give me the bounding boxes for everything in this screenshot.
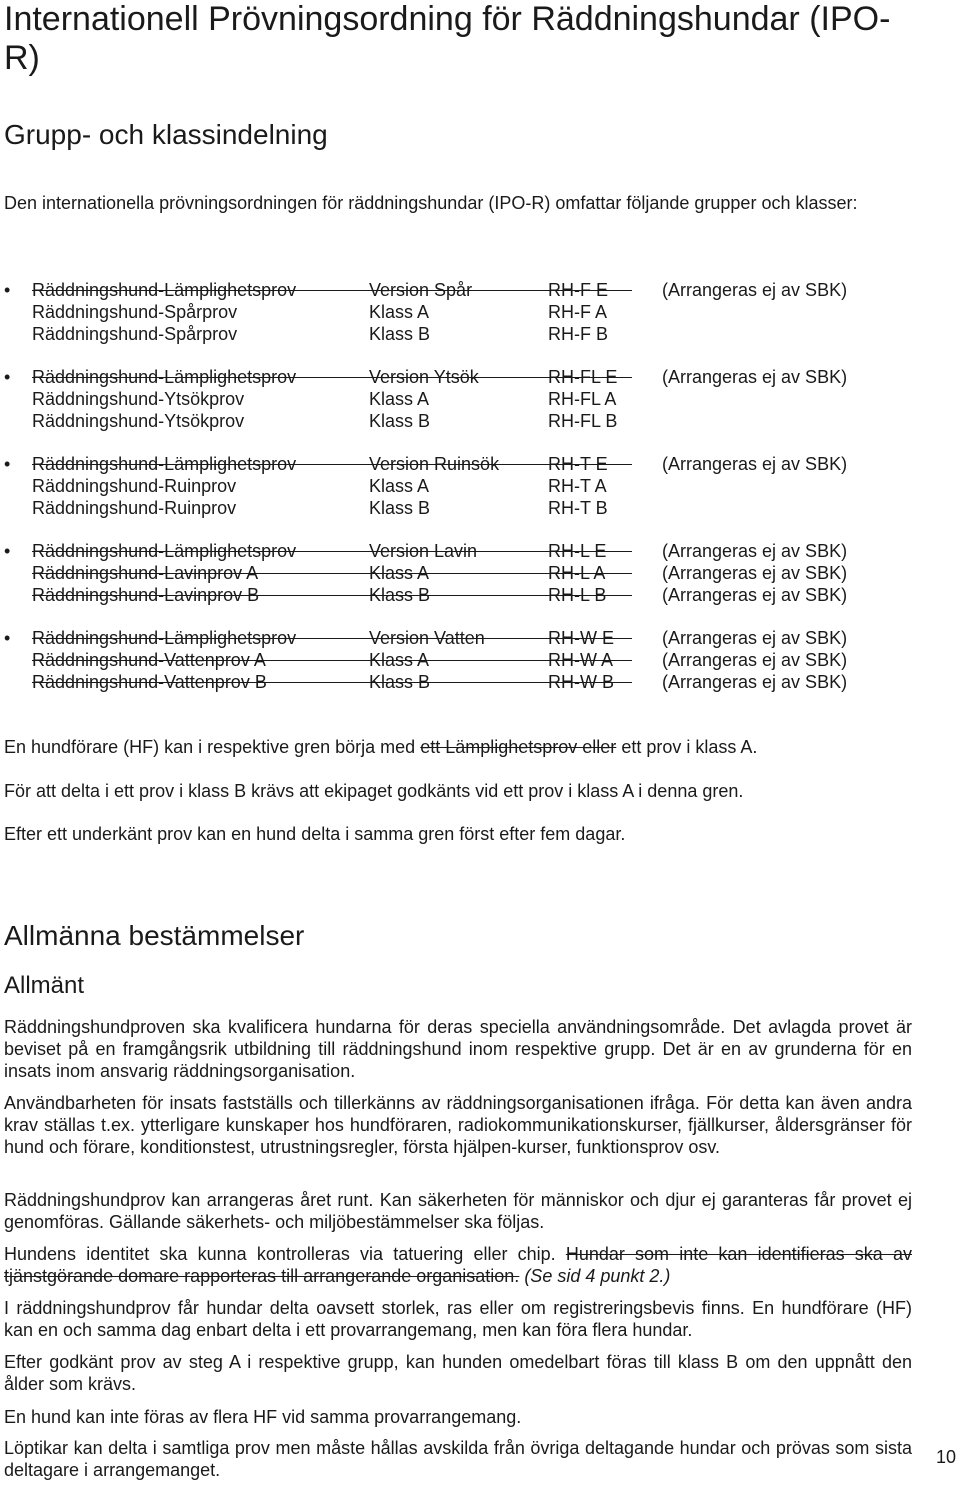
class-group — [0, 453, 960, 540]
class-code: RH-F A — [548, 302, 608, 322]
class-row — [0, 366, 960, 388]
class-row — [0, 279, 960, 301]
rule-start-text-end: ett prov i klass A. — [616, 737, 758, 757]
class-name: Räddningshund-Lavinprov A — [32, 563, 259, 583]
class-code: RH-T B — [548, 498, 608, 518]
class-name: Räddningshund-Ruinprov — [32, 476, 237, 496]
class-row — [0, 410, 960, 432]
class-code: RH-T A — [548, 476, 607, 496]
class-row — [0, 562, 960, 584]
rule-class-b: För att delta i ett prov i klass B krävs att ekipaget godkänts vid ett prov i klass A i denna gren. — [4, 781, 744, 801]
class-name: Räddningshund-Lämplighetsprov — [32, 280, 297, 300]
class-code: RH-L B — [548, 585, 607, 605]
paragraph-eligibility: I räddningshundprov får hundar delta oavsett storlek, ras eller om registreringsbevis finns. En hundförare (HF) kan en och samma dag enbart delta i ett provarrangemang, men kan föra flera hundar. — [4, 1298, 912, 1340]
bullet-icon: • — [4, 280, 11, 300]
strikethrough-line — [32, 595, 632, 596]
rule-start-struck-text: ett Lämplighetsprov eller — [420, 737, 617, 757]
bullet-icon: • — [4, 367, 11, 387]
class-name: Räddningshund-Ruinprov — [32, 498, 237, 518]
class-version: Klass A — [369, 389, 430, 409]
class-note: (Arrangeras ej av SBK) — [662, 672, 848, 692]
class-name: Räddningshund-Lämplighetsprov — [32, 541, 297, 561]
strikethrough-line — [32, 660, 632, 661]
rule-start-text: En hundförare (HF) kan i respektive gren börja med — [4, 737, 421, 757]
bullet-icon: • — [4, 541, 11, 561]
paragraph-usability: Användbarheten för insats fastställs och tillerkänns av räddningsorganisationen ifråga. För detta kan även andra krav ställas t.ex. ytterligare kunskaper hos hundföraren, radiokommunikationskurser, fjällkurser, åldersgränser för hund och förare, konditionstest, utrustningsregler, första hjälpen-kurser, funktionsprov osv. — [4, 1093, 912, 1157]
class-name: Räddningshund-Lämplighetsprov — [32, 454, 297, 474]
class-code: RH-FL B — [548, 411, 618, 431]
class-table — [0, 279, 960, 714]
class-row — [0, 584, 960, 606]
class-note: (Arrangeras ej av SBK) — [662, 541, 848, 561]
class-code: RH-FL E — [548, 367, 618, 387]
class-name: Räddningshund-Spårprov — [32, 324, 238, 344]
section-title-allmanna: Allmänna bestämmelser — [4, 920, 305, 951]
strikethrough-line — [32, 551, 632, 552]
paragraph-year-round: Räddningshundprov kan arrangeras året runt. Kan säkerheten för människor och djur ej garanteras får provet ej genomföras. Gällande säkerhets- och miljöbestämmelser ska följas. — [4, 1190, 912, 1232]
strikethrough-line — [32, 290, 632, 291]
class-version: Klass B — [369, 411, 431, 431]
strikethrough-line — [32, 682, 632, 683]
class-group — [0, 540, 960, 627]
strikethrough-line — [32, 638, 632, 639]
class-name: Räddningshund-Ytsökprov — [32, 411, 245, 431]
class-row — [0, 649, 960, 671]
paragraph-females-in-heat: Löptikar kan delta i samtliga prov men måste hållas avskilda från övriga deltagande hundar och prövas som sista deltagare i arrangemanget. — [4, 1438, 912, 1480]
section-title-grupp: Grupp- och klassindelning — [4, 119, 328, 150]
class-group — [0, 627, 960, 714]
rule-start-class — [4, 736, 924, 758]
class-version: Version Ytsök — [369, 367, 479, 387]
class-version: Version Ruinsök — [369, 454, 500, 474]
class-name: Räddningshund-Lämplighetsprov — [32, 367, 297, 387]
class-note: (Arrangeras ej av SBK) — [662, 454, 848, 474]
identity-struck-text: Hundar som inte kan identifieras ska av tjänstgörande domare rapporteras till arrangerande organisation. — [4, 1244, 912, 1286]
strikethrough-line — [32, 464, 632, 465]
class-row — [0, 323, 960, 345]
class-code: RH-T E — [548, 454, 608, 474]
class-version: Klass B — [369, 585, 431, 605]
class-row — [0, 475, 960, 497]
paragraph-one-handler: En hund kan inte föras av flera HF vid samma provarrangemang. — [4, 1407, 522, 1427]
rule-fail-wait: Efter ett underkänt prov kan en hund delta i samma gren först efter fem dagar. — [4, 824, 626, 844]
class-version: Klass A — [369, 302, 430, 322]
class-version: Version Lavin — [369, 541, 478, 561]
class-version: Klass A — [369, 563, 430, 583]
class-note: (Arrangeras ej av SBK) — [662, 563, 848, 583]
strikethrough-line — [32, 377, 632, 378]
class-name: Räddningshund-Lavinprov B — [32, 585, 260, 605]
class-code: RH-L E — [548, 541, 607, 561]
class-note: (Arrangeras ej av SBK) — [662, 585, 848, 605]
class-code: RH-F B — [548, 324, 608, 344]
class-note: (Arrangeras ej av SBK) — [662, 280, 848, 300]
class-row — [0, 671, 960, 693]
class-group — [0, 366, 960, 453]
class-name: Räddningshund-Vattenprov B — [32, 672, 267, 692]
class-row — [0, 627, 960, 649]
class-name: Räddningshund-Vattenprov A — [32, 650, 266, 670]
strikethrough-line — [32, 573, 632, 574]
class-version: Klass B — [369, 324, 431, 344]
class-version: Klass A — [369, 650, 430, 670]
subsection-title-allmant: Allmänt — [4, 972, 85, 999]
class-name: Räddningshund-Spårprov — [32, 302, 238, 322]
class-version: Klass B — [369, 672, 431, 692]
class-code: RH-W B — [548, 672, 614, 692]
bullet-icon: • — [4, 628, 11, 648]
class-note: (Arrangeras ej av SBK) — [662, 628, 848, 648]
class-row — [0, 540, 960, 562]
class-version: Version Vatten — [369, 628, 485, 648]
class-version: Klass A — [369, 476, 430, 496]
class-version: Version Spår — [369, 280, 473, 300]
intro-paragraph: Den internationella prövningsordningen för räddningshundar (IPO-R) omfattar följande grupper och klasser: — [4, 193, 858, 213]
class-code: RH-FL A — [548, 389, 617, 409]
class-row — [0, 388, 960, 410]
identity-text: Hundens identitet ska kunna kontrolleras via tatuering eller chip. — [4, 1244, 566, 1264]
class-name: Räddningshund-Lämplighetsprov — [32, 628, 297, 648]
class-code: RH-L A — [548, 563, 606, 583]
page-number: 10 — [936, 1447, 957, 1467]
bullet-icon: • — [4, 454, 11, 474]
class-code: RH-W E — [548, 628, 614, 648]
class-code: RH-W A — [548, 650, 613, 670]
class-note: (Arrangeras ej av SBK) — [662, 650, 848, 670]
paragraph-identity — [4, 1243, 912, 1287]
class-code: RH-F E — [548, 280, 608, 300]
class-name: Räddningshund-Ytsökprov — [32, 389, 245, 409]
class-row — [0, 301, 960, 323]
class-version: Klass B — [369, 498, 431, 518]
class-row — [0, 453, 960, 475]
identity-reference: (Se sid 4 punkt 2.) — [519, 1266, 671, 1286]
class-note: (Arrangeras ej av SBK) — [662, 367, 848, 387]
class-row — [0, 497, 960, 519]
class-group — [0, 279, 960, 366]
document-title: Internationell Prövningsordning för Räddningshundar (IPO-R) — [4, 0, 891, 77]
paragraph-purpose: Räddningshundproven ska kvalificera hundarna för deras speciella användningsområde. Det avlagda provet är beviset på en framgångsrik utbildning till räddningshund inom respektive grupp. Det är en av grunderna för en insats inom ansvarig räddningsorganisation. — [4, 1017, 912, 1081]
paragraph-step-a: Efter godkänt prov av steg A i respektive grupp, kan hunden omedelbart föras till klass B om den uppnått den ålder som krävs. — [4, 1352, 912, 1394]
